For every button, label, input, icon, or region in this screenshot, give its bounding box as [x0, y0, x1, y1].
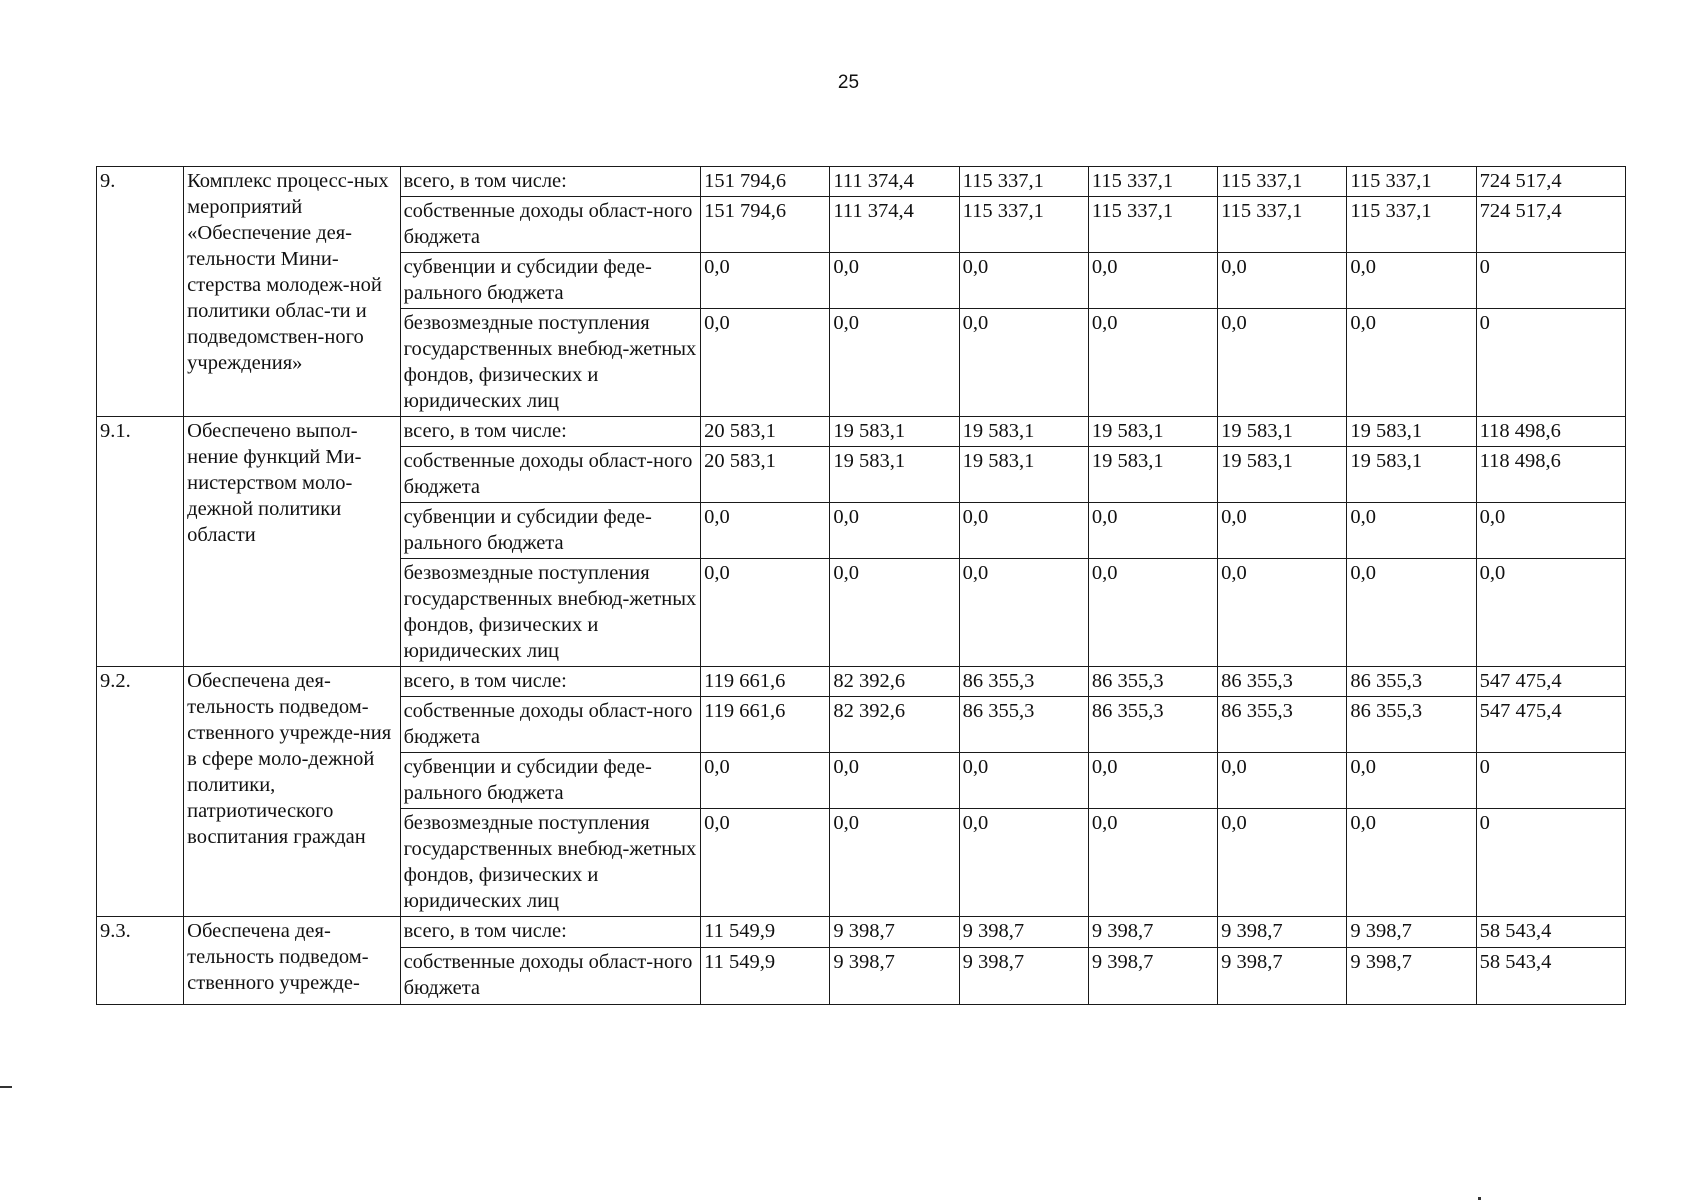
total-value-cell: 724 517,4 — [1476, 197, 1625, 253]
value-cell: 11 549,9 — [701, 917, 830, 948]
value-cell: 115 337,1 — [1347, 197, 1476, 253]
value-cell: 0,0 — [701, 753, 830, 809]
funding-source: всего, в том числе: — [400, 417, 701, 447]
value-cell: 19 583,1 — [1218, 417, 1347, 447]
value-cell: 0,0 — [1088, 753, 1217, 809]
value-cell: 9 398,7 — [959, 948, 1088, 1005]
value-cell: 0,0 — [830, 503, 959, 559]
value-cell: 9 398,7 — [959, 917, 1088, 948]
value-cell: 0,0 — [1218, 253, 1347, 309]
budget-table — [96, 166, 1626, 1005]
value-cell: 9 398,7 — [830, 917, 959, 948]
value-cell: 19 583,1 — [1347, 447, 1476, 503]
value-cell: 9 398,7 — [1218, 917, 1347, 948]
value-cell: 0,0 — [1088, 809, 1217, 917]
funding-source: субвенции и субсидии феде-рального бюджета — [400, 753, 701, 809]
value-cell: 119 661,6 — [701, 667, 830, 697]
value-cell: 86 355,3 — [959, 697, 1088, 753]
section-number: 9.2. — [97, 667, 184, 917]
funding-source: собственные доходы област-ного бюджета — [400, 697, 701, 753]
value-cell: 115 337,1 — [1218, 197, 1347, 253]
total-value-cell: 0,0 — [1476, 503, 1625, 559]
value-cell: 115 337,1 — [959, 167, 1088, 197]
value-cell: 0,0 — [701, 503, 830, 559]
value-cell: 0,0 — [830, 559, 959, 667]
section-number: 9.1. — [97, 417, 184, 667]
value-cell: 151 794,6 — [701, 197, 830, 253]
value-cell: 115 337,1 — [1347, 167, 1476, 197]
value-cell: 20 583,1 — [701, 417, 830, 447]
value-cell: 111 374,4 — [830, 197, 959, 253]
funding-source: собственные доходы област-ного бюджета — [400, 197, 701, 253]
value-cell: 0,0 — [959, 309, 1088, 417]
value-cell: 151 794,6 — [701, 167, 830, 197]
value-cell: 0,0 — [1088, 253, 1217, 309]
value-cell: 0,0 — [959, 559, 1088, 667]
value-cell: 9 398,7 — [1347, 948, 1476, 1005]
value-cell: 82 392,6 — [830, 697, 959, 753]
funding-source: собственные доходы област-ного бюджета — [400, 447, 701, 503]
value-cell: 0,0 — [1088, 503, 1217, 559]
section-name: Обеспечена дея-тельность подведом-ственного учрежде- — [184, 917, 400, 1005]
section-number: 9. — [97, 167, 184, 417]
value-cell: 0,0 — [1218, 559, 1347, 667]
funding-source: всего, в том числе: — [400, 667, 701, 697]
total-value-cell: 724 517,4 — [1476, 167, 1625, 197]
value-cell: 0,0 — [1218, 753, 1347, 809]
value-cell: 19 583,1 — [1347, 417, 1476, 447]
total-value-cell: 58 543,4 — [1476, 917, 1625, 948]
value-cell: 19 583,1 — [1218, 447, 1347, 503]
value-cell: 0,0 — [1347, 309, 1476, 417]
value-cell: 19 583,1 — [959, 447, 1088, 503]
value-cell: 115 337,1 — [1088, 197, 1217, 253]
value-cell: 0,0 — [959, 809, 1088, 917]
value-cell: 9 398,7 — [830, 948, 959, 1005]
funding-source: безвозмездные поступления государственных внебюд-жетных фондов, физических и юридических лиц — [400, 559, 701, 667]
value-cell: 0,0 — [701, 809, 830, 917]
value-cell: 86 355,3 — [1088, 697, 1217, 753]
value-cell: 0,0 — [959, 253, 1088, 309]
value-cell: 0,0 — [1347, 809, 1476, 917]
value-cell: 0,0 — [701, 253, 830, 309]
value-cell: 119 661,6 — [701, 697, 830, 753]
value-cell: 86 355,3 — [1088, 667, 1217, 697]
page-number: 25 — [837, 72, 860, 93]
funding-source: всего, в том числе: — [400, 917, 701, 948]
total-value-cell: 547 475,4 — [1476, 697, 1625, 753]
funding-source: субвенции и субсидии феде-рального бюджета — [400, 503, 701, 559]
section-name: Обеспечено выпол-нение функций Ми-нистерством моло-дежной политики области — [184, 417, 400, 667]
total-value-cell: 0 — [1476, 253, 1625, 309]
value-cell: 19 583,1 — [830, 447, 959, 503]
table-row — [97, 417, 1626, 447]
value-cell: 82 392,6 — [830, 667, 959, 697]
funding-source: безвозмездные поступления государственных внебюд-жетных фондов, физических и юридических лиц — [400, 809, 701, 917]
value-cell: 0,0 — [1347, 753, 1476, 809]
section-name: Обеспечена дея-тельность подведом-ственного учрежде-ния в сфере моло-дежной политики, патриотического воспитания граждан — [184, 667, 400, 917]
value-cell: 0,0 — [830, 753, 959, 809]
value-cell: 86 355,3 — [1347, 697, 1476, 753]
table-row — [97, 917, 1626, 948]
value-cell: 9 398,7 — [1347, 917, 1476, 948]
total-value-cell: 118 498,6 — [1476, 417, 1625, 447]
value-cell: 0,0 — [1218, 809, 1347, 917]
total-value-cell: 118 498,6 — [1476, 447, 1625, 503]
value-cell: 0,0 — [1347, 253, 1476, 309]
value-cell: 0,0 — [830, 809, 959, 917]
funding-source: субвенции и субсидии феде-рального бюджета — [400, 253, 701, 309]
value-cell: 11 549,9 — [701, 948, 830, 1005]
value-cell: 0,0 — [830, 309, 959, 417]
value-cell: 9 398,7 — [1088, 917, 1217, 948]
value-cell: 0,0 — [959, 503, 1088, 559]
value-cell: 9 398,7 — [1088, 948, 1217, 1005]
value-cell: 19 583,1 — [830, 417, 959, 447]
value-cell: 19 583,1 — [1088, 447, 1217, 503]
budget-table-body — [97, 167, 1626, 1005]
section-name: Комплекс процесс-ных мероприятий «Обеспечение дея-тельности Мини-стерства молодеж-ной политики облас-ти и подведомствен-ного учреждения» — [184, 167, 400, 417]
value-cell: 19 583,1 — [959, 417, 1088, 447]
value-cell: 20 583,1 — [701, 447, 830, 503]
value-cell: 0,0 — [701, 309, 830, 417]
funding-source: безвозмездные поступления государственных внебюд-жетных фондов, физических и юридических лиц — [400, 309, 701, 417]
value-cell: 0,0 — [1218, 503, 1347, 559]
value-cell: 0,0 — [1347, 503, 1476, 559]
total-value-cell: 0 — [1476, 753, 1625, 809]
value-cell: 19 583,1 — [1088, 417, 1217, 447]
value-cell: 0,0 — [959, 753, 1088, 809]
value-cell: 0,0 — [701, 559, 830, 667]
value-cell: 86 355,3 — [1218, 667, 1347, 697]
funding-source: собственные доходы област-ного бюджета — [400, 948, 701, 1005]
table-row — [97, 667, 1626, 697]
value-cell: 115 337,1 — [1088, 167, 1217, 197]
value-cell: 0,0 — [1088, 309, 1217, 417]
section-number: 9.3. — [97, 917, 184, 1005]
table-row — [97, 167, 1626, 197]
value-cell: 86 355,3 — [1347, 667, 1476, 697]
total-value-cell: 547 475,4 — [1476, 667, 1625, 697]
total-value-cell: 0,0 — [1476, 559, 1625, 667]
margin-mark — [0, 1086, 12, 1088]
total-value-cell: 0 — [1476, 309, 1625, 417]
value-cell: 0,0 — [1088, 559, 1217, 667]
value-cell: 86 355,3 — [959, 667, 1088, 697]
value-cell: 0,0 — [1218, 309, 1347, 417]
value-cell: 86 355,3 — [1218, 697, 1347, 753]
value-cell: 111 374,4 — [830, 167, 959, 197]
value-cell: 115 337,1 — [1218, 167, 1347, 197]
value-cell: 0,0 — [1347, 559, 1476, 667]
value-cell: 0,0 — [830, 253, 959, 309]
value-cell: 9 398,7 — [1218, 948, 1347, 1005]
total-value-cell: 58 543,4 — [1476, 948, 1625, 1005]
funding-source: всего, в том числе: — [400, 167, 701, 197]
total-value-cell: 0 — [1476, 809, 1625, 917]
value-cell: 115 337,1 — [959, 197, 1088, 253]
